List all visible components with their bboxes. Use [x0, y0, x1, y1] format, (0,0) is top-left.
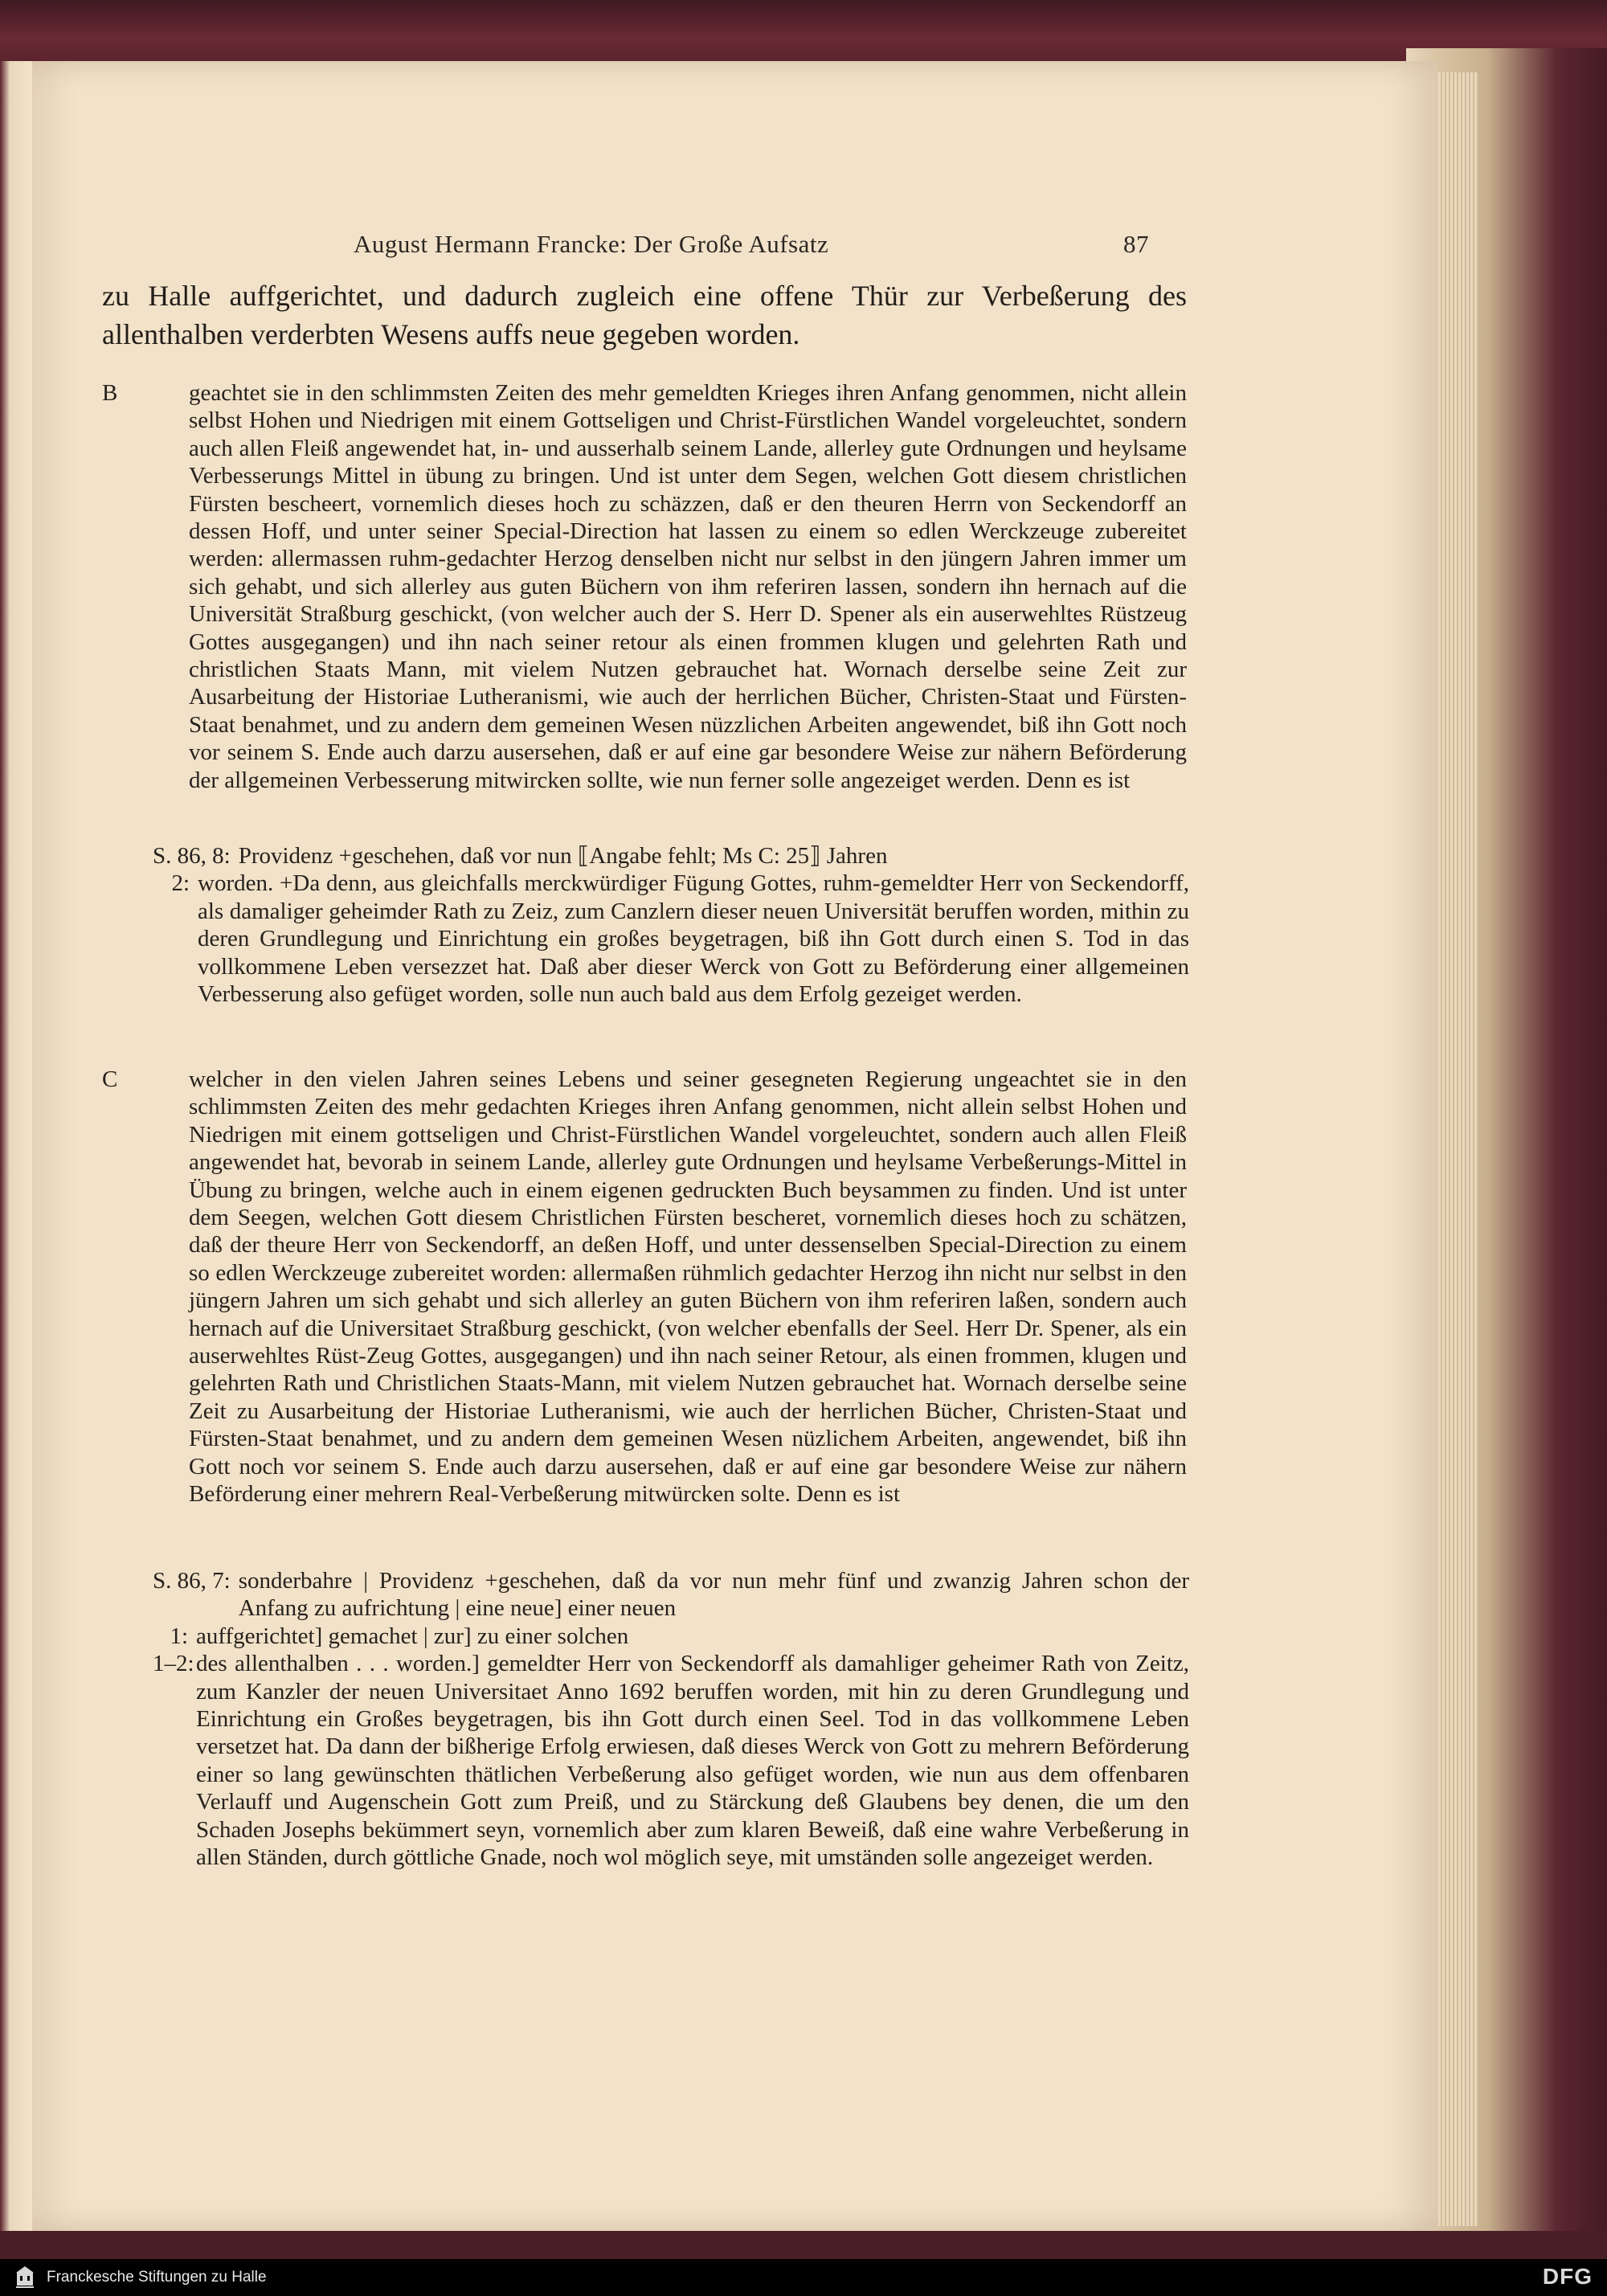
apparatus-note: [153, 1623, 1189, 1650]
note-reference: 2:: [171, 870, 190, 897]
page-number: 87: [1123, 230, 1149, 258]
note-text: worden. +Da denn, aus gleichfalls merckwürdiger Fügung Gottes, ruhm-gemeldter Herr von Seckendorff, als damaliger geheimder Rath zu Zeiz, zum Canzlern dieser neuen Universität beruffen worden, mithin zu deren Grundlegung und Einrichtung ein großes beygetragen, biß ihn Gott durch einen S. Tod in das vollkommene Leben versezzet hat. Daß aber dieser Werck von Gott zu Beförderung einer allgemeinen Verbesserung also gefüget worden, solle nun auch bald aus dem Erfolg gezeiget werden.: [198, 870, 1189, 1008]
note-reference: S. 86, 8:: [153, 843, 231, 869]
apparatus-notes-b: [153, 842, 1189, 1008]
note-text: auffgerichtet] gemachet | zur] zu einer solchen: [196, 1623, 629, 1649]
variant-block-b: [102, 379, 1187, 794]
apparatus-note: [153, 842, 1189, 870]
note-reference: S. 86, 7:: [153, 1568, 231, 1594]
note-reference: 1:: [170, 1623, 188, 1649]
note-text: sonderbahre | Providenz +geschehen, daß da vor nun mehr fünf und zwanzig Jahren schon der Anfang zu aufrichtung | eine neue] einer neuen: [238, 1568, 1189, 1622]
institution-link[interactable]: Franckesche Stiftungen zu Halle: [47, 2269, 267, 2286]
variant-text-b: geachtet sie in den schlimmsten Zeiten des mehr gemeldten Krieges ihren Anfang genommen, nicht allein selbst Hohen und Niedrigen mit einem Gottseligen und Christ-Fürstlichen Wandel vorgeleuchtet, sondern auch allen Fleiß angewendet hat, in- und ausserhalb seinem Lande, allerley gute Ordnungen und heylsame Verbesserungs Mittel in übung zu bringen. Und ist unter dem Segen, welchen Gott diesem christlichen Fürsten bescheert, vornemlich dieses hoch zu schäzzen, daß er den theuren Herrn von Seckendorff an dessen Hoff, und unter seiner Special-Direction hat lassen zu einem so edlen Werckzeuge zubereitet werden: allermassen ruhm-gedachter Herzog denselben nicht nur selbst in den jüngern Jahren immer um sich gehabt, und sich allerley aus guten Büchern von ihm referiren lassen, sondern ihn hernach auf die Universität Straßburg geschickt, (von welcher auch der S. Herr D. Spener als ein auserwehltes Rüstzeug Gottes ausgegangen) und ihn nach seiner retour als einen frommen klugen und gelehrten Rath und christlichen Staats Mann, mit vielem Nutzen gebrauchet hat. Wornach derselbe seine Zeit zur Ausarbeitung der Historiae Lutheranismi, wie auch der herrlichen Bücher, Christen-Staat und Fürsten-Staat benahmet, und zu andern dem gemeinen Wesen nüzzlichen Arbeiten angewendet, biß ihn Gott noch vor seinem S. Ende auch darzu ausersehen, daß er auf eine gar besondere Weise zur nähern Beförderung der allgemeinen Verbesserung mitwircken sollte, wie nun ferner solle angezeiget werden. Denn es ist: [189, 380, 1187, 793]
running-head: [354, 230, 1149, 259]
variant-text-c: welcher in den vielen Jahren seines Lebens und seiner gesegneten Regierung ungeachtet sie in den schlimmsten Zeiten des mehr gedachten Krieges ihren Anfang genommen, nicht allein selbst Hohen und Niedrigen mit einem gottseligen und Christ-Fürstlichen Wandel vorgeleuchtet, sondern auch allen Fleiß angewendet hat, bevorab in seinem Lande, allerley gute Ordnungen und heylsame Verbeßerungs-Mittel in Übung zu bringen, welche auch in einem eigenen gedruckten Buch beysammen zu finden. Und ist unter dem Seegen, welchen Gott diesem Christlichen Fürsten bescheret, vornemlich dieses hoch zu schätzen, daß der theure Herr von Seckendorff, an deßen Hoff, und unter dessenselben Special-Direction zu einem so edlen Werckzeuge zubereitet worden: allermaßen rühmlich gedachter Herzog ihn nicht nur selbst in den jüngern Jahren um sich gehabt und sich allerley an guten Büchern von ihm referiren laßen, sondern auch hernach auf die Universitaet Straßburg geschickt, (von welcher ebenfalls der Seel. Herr Dr. Spener, als ein auserwehltes Rüst-Zeug Gottes, ausgegangen) und ihn nach seiner Retour, als einen frommen, klugen und gelehrten Rath und Christlichen Staats-Mann, mit vielem Nutzen gebrauchet hat. Wornach derselbe seine Zeit zu Ausarbeitung der Historiae Lutheranismi, wie auch der herrlichen Bücher, Christen-Staat und Fürsten-Staat benahmet, und zu andern dem gemeinen Wesen nüzlichem Arbeiten, angewendet, biß ihn Gott noch vor seinem S. Ende auch darzu ausersehen, daß er auf eine gar besondere Weise zur nähern Beförderung einer mehrern Real-Verbeßerung mitwürcken solte. Denn es ist: [189, 1066, 1187, 1508]
viewer-footer: [0, 2259, 1607, 2296]
note-text: des allenthalben . . . worden.] gemeldter Herr von Seckendorff als damahliger geheimer Rath von Zeitz, zum Kanzler der neuen Universitaet Anno 1692 beruffen worden, mit hin zu deren Grundlegung und Einrichtung ein Großes beygetragen, bis ihn Gott durch einen Seel. Tod in das vollkommene Leben versetzet hat. Da dann der bißherige Erfolg erwiesen, daß dieses Werck von Gott zu mehrern Beförderung einer so lang gewünschten thätlichen Verbeßerung also gefüget worden, wie nun aus dem offenbaren Verlauff und Augenschein Gott zum Preiß, und zu Stärckung deß Glaubens bey denen, die um den Schaden Josephs bekümmert seyn, vornemlich aber zum klaren Beweiß, daß eine wahre Verbeßerung in allen Ständen, durch göttliche Gnade, noch wol möglich seye, mit umständen solle angezeiget werden.: [196, 1651, 1189, 1871]
apparatus-note: [153, 870, 1189, 1008]
dfg-logo: DFG: [1542, 2264, 1593, 2289]
running-head-title: August Hermann Francke: Der Große Aufsatz: [354, 230, 829, 258]
variant-block-c: [102, 1066, 1187, 1508]
siglum-b: B: [102, 380, 118, 406]
siglum-c: C: [102, 1066, 118, 1092]
intro-paragraph: zu Halle auffgerichtet, und dadurch zugleich eine offene Thür zur Verbeßerung des allenthalben verderbten Wesens auffs neue gegeben worden.: [102, 280, 1187, 350]
apparatus-note: [153, 1650, 1189, 1871]
book-binding-top: [0, 0, 1607, 64]
facing-page-edge: [0, 61, 32, 2231]
apparatus-note: [153, 1567, 1189, 1623]
note-reference: 1–2:: [153, 1651, 194, 1677]
note-text: Providenz +geschehen, daß vor nun ⟦Angabe fehlt; Ms C: 25⟧ Jahren: [238, 843, 888, 869]
institution-logo-icon: [13, 2264, 37, 2291]
apparatus-notes-c: [153, 1567, 1189, 1871]
